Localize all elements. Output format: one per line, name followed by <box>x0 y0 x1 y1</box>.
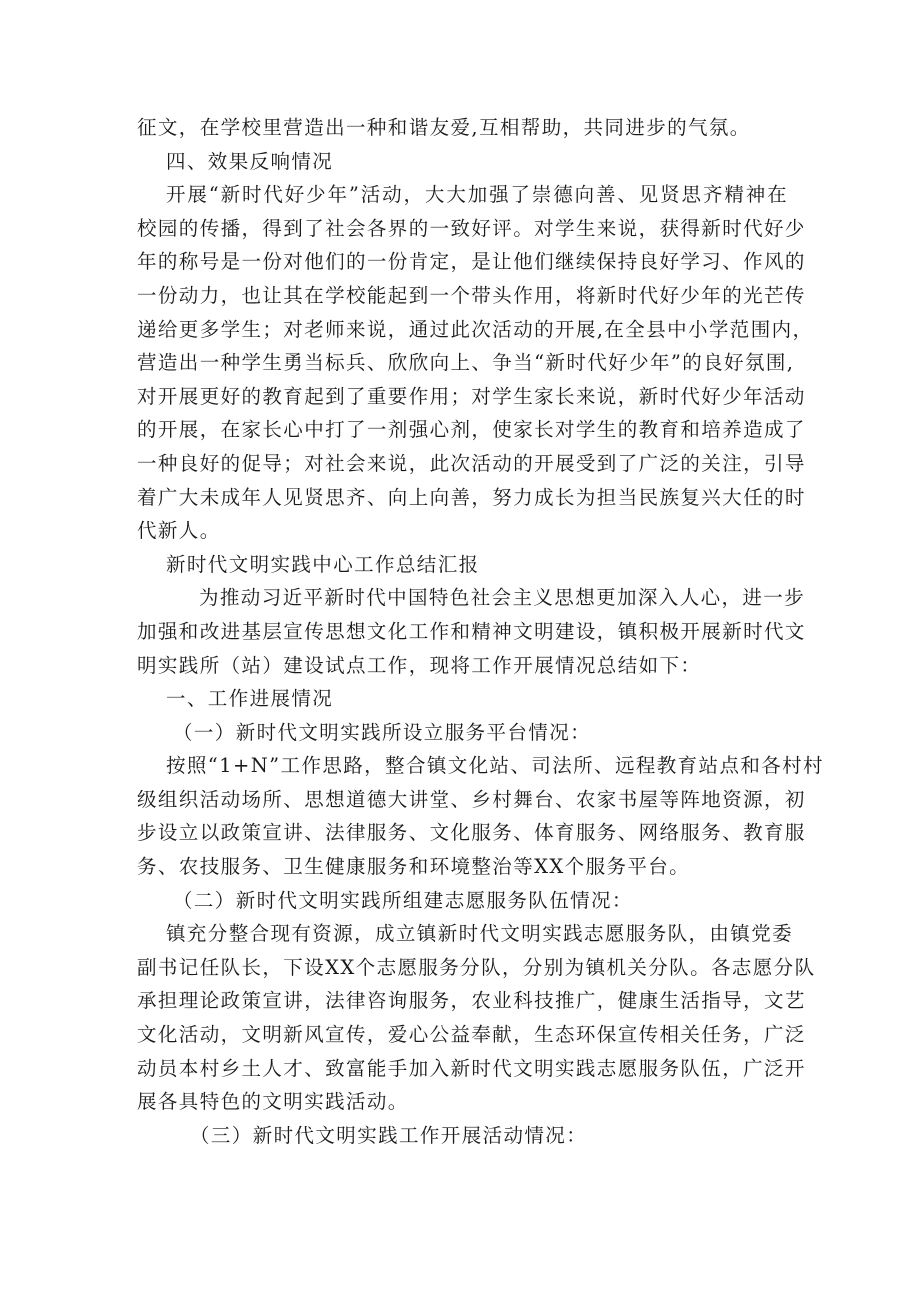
text-line: 一种良好的促导；对社会来说，此次活动的开展受到了广泛的关注，引导 <box>137 451 806 475</box>
text-line: 加强和改进基层宣传思想文化工作和精神文明建设，镇积极开展新时代文 <box>137 619 806 643</box>
text-line: 年的称号是一份对他们的一份肯定，是让他们继续保持良好学习、作风的 <box>137 250 806 274</box>
text-line: 着广大未成年人见贤思齐、向上向善，努力成长为担当民族复兴大任的时 <box>137 485 806 509</box>
section-heading-effects: 四、效果反响情况 <box>166 149 334 173</box>
text-line: 文化活动，文明新风宣传，爱心公益奉献，生态环保宣传相关任务，广泛 <box>137 1023 806 1047</box>
text-line: 的开展，在家长心中打了一剂强心剂，使家长对学生的教育和培养造成了 <box>137 418 806 442</box>
text-line: 明实践所（站）建设试点工作，现将工作开展情况总结如下： <box>137 653 702 677</box>
text-line: 校园的传播，得到了社会各界的一致好评。对学生来说，获得新时代好少 <box>137 216 806 240</box>
text-line: 副书记任队长，下设XX个志愿服务分队，分别为镇机关分队。各志愿分队 <box>137 955 816 979</box>
text-line: 承担理论政策宣讲，法律咨询服务，农业科技推广，健康生活指导，文艺 <box>137 989 806 1013</box>
subsection-heading-volunteers: （二）新时代文明实践所组建志愿服务队伍情况： <box>173 888 633 912</box>
text-line: 征文，在学校里营造出一种和谐友爱,互相帮助，共同进步的气氛。 <box>137 116 751 139</box>
subsection-heading-platform: （一）新时代文明实践所设立服务平台情况： <box>173 720 592 744</box>
text-line: 一份动力，也让其在学校能起到一个带头作用，将新时代好少年的光芒传 <box>137 283 806 307</box>
text-line: 代新人。 <box>137 519 221 543</box>
text-line: 按照“1+N”工作思路，整合镇文化站、司法所、远程教育站点和各村村 <box>166 754 824 778</box>
subsection-heading-activities: （三）新时代文明实践工作开展活动情况： <box>190 1123 588 1147</box>
text-line: 开展“新时代好少年”活动，大大加强了崇德向善、见贤思齐精神在 <box>166 183 788 207</box>
text-line: 动员本村乡土人才、致富能手加入新时代文明实践志愿服务队伍，广泛开 <box>137 1056 806 1080</box>
text-line: 级组织活动场所、思想道德大讲堂、乡村舞台、农家书屋等阵地资源，初 <box>137 787 806 811</box>
text-line: 为推动习近平新时代中国特色社会主义思想更加深入人心，进一步 <box>199 586 806 610</box>
text-line: 展各具特色的文明实践活动。 <box>137 1090 409 1114</box>
text-line: 营造出一种学生勇当标兵、欣欣向上、争当“新时代好少年”的良好氛围, <box>137 351 795 375</box>
section-heading-progress: 一、工作进展情况 <box>166 687 334 711</box>
text-line: 务、农技服务、卫生健康服务和环境整治等XX个服务平台。 <box>137 855 691 879</box>
text-line: 对开展更好的教育起到了重要作用；对学生家长来说，新时代好少年活动 <box>137 384 806 408</box>
text-line: 递给更多学生；对老师来说，通过此次活动的开展,在全县中小学范围内， <box>137 317 814 341</box>
text-line: 镇充分整合现有资源，成立镇新时代文明实践志愿服务队，由镇党委 <box>166 922 794 946</box>
text-line: 步设立以政策宣讲、法律服务、文化服务、体育服务、网络服务、教育服 <box>137 821 806 845</box>
report-title: 新时代文明实践中心工作总结汇报 <box>166 552 480 576</box>
